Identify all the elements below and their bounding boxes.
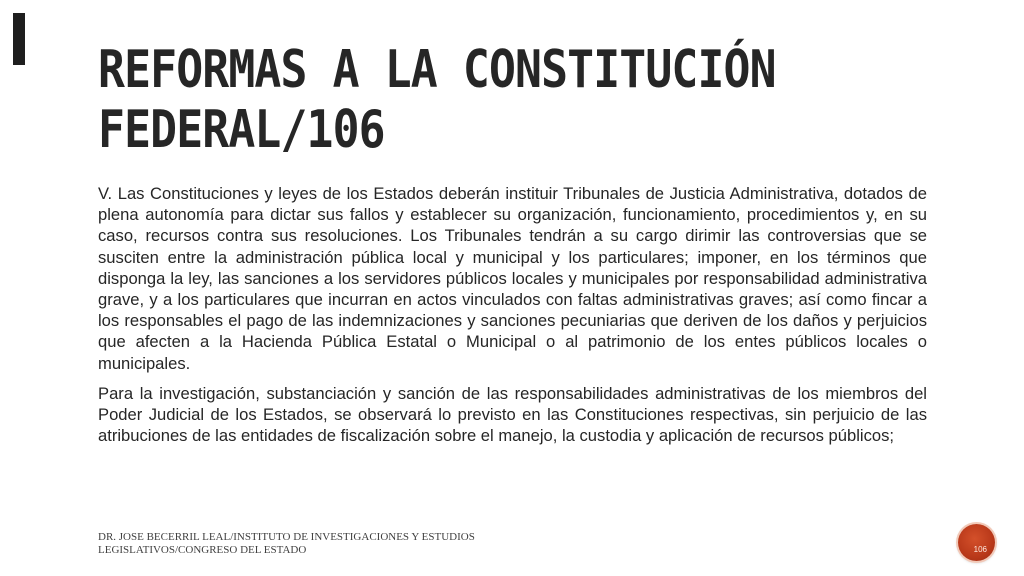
slide-body	[98, 183, 927, 455]
slide-footer: DR. JOSE BECERRIL LEAL/INSTITUTO DE INVESTIGACIONES Y ESTUDIOS LEGISLATIVOS/CONGRESO DEL ESTADO	[98, 531, 475, 556]
page-number-badge	[958, 524, 995, 561]
slide-title	[98, 40, 776, 160]
body-paragraph-2: Para la investigación, substanciación y sanción de las responsabilidades administrativas de los miembros del Poder Judicial de los Estados, se observará lo previsto en las Constituciones respectivas, sin perjuicio de las atribuciones de las entidades de fiscalización sobre el manejo, la custodia y aplicación de recursos públicos;	[98, 383, 927, 446]
body-paragraph-1: V. Las Constituciones y leyes de los Estados deberán instituir Tribunales de Justicia Administrativa, dotados de plena autonomía para dictar sus fallos y establecer su organización, funcionamiento, procedimientos y, en su caso, recursos contra sus resoluciones. Los Tribunales tendrán a su cargo dirimir las controversias que se susciten entre la administración pública local y municipal y los particulares; imponer, en los términos que disponga la ley, las sanciones a los servidores públicos locales y municipales por responsabilidad administrativa grave, y a los particulares que incurran en actos vinculados con faltas administrativas graves; así como fincar a los responsables el pago de las indemnizaciones y sanciones pecuniarias que deriven de los daños y perjuicios que afecten a la Hacienda Pública Estatal o Municipal o al patrimonio de los entes públicos locales o municipales.	[98, 184, 927, 373]
page-number: 106	[973, 545, 987, 554]
slide-title-line-2: FEDERAL/106	[98, 100, 385, 160]
corner-accent-bar	[13, 13, 25, 65]
slide-title-line-1: REFORMAS A LA CONSTITUCIÓN	[98, 40, 776, 100]
